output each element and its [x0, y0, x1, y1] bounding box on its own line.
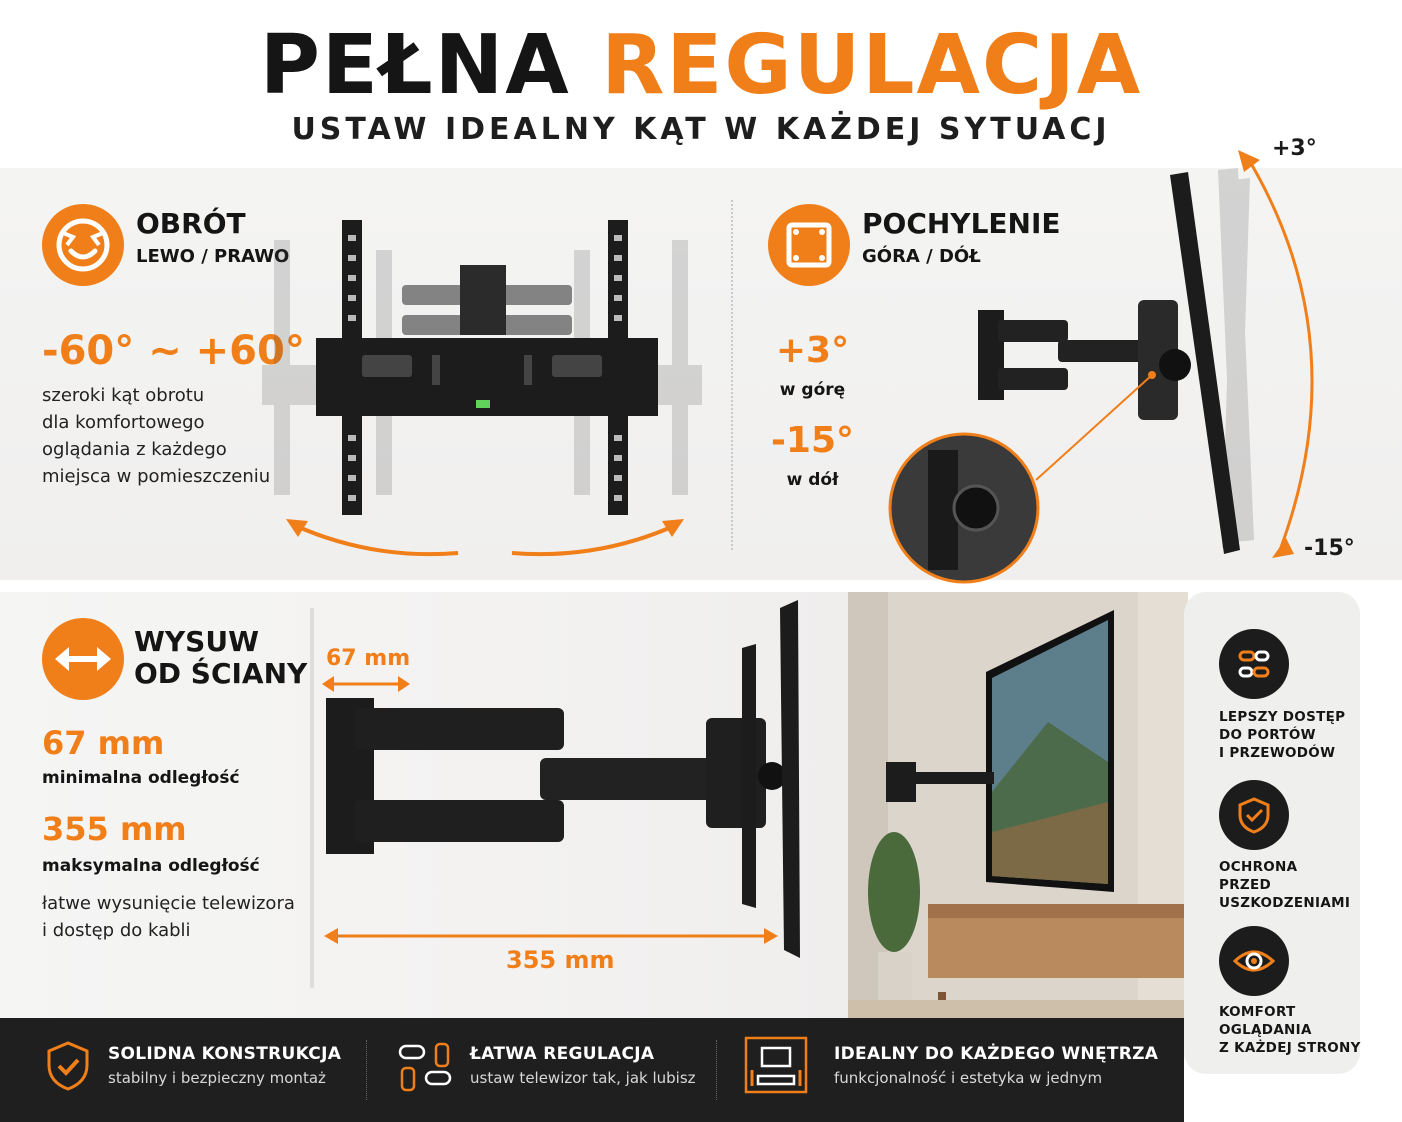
cables-icon — [1219, 629, 1289, 699]
side-feature-1 — [1219, 708, 1345, 762]
rotation-mount-image — [262, 215, 702, 575]
footer-divider — [366, 1040, 367, 1100]
side-feature-line: OGLĄDANIA — [1219, 1022, 1312, 1038]
title-part2: REGULACJA — [601, 18, 1143, 113]
side-feature-3 — [1219, 1003, 1361, 1057]
side-feature-line: Z KAŻDEJ STRONY — [1219, 1040, 1361, 1056]
tilt-arc-bottom: -15° — [1304, 536, 1355, 561]
rotation-desc-line: oglądania z każdego — [42, 439, 227, 460]
shield-check-icon — [1219, 780, 1289, 850]
rotate-icon — [42, 204, 124, 286]
side-feature-line: DO PORTÓW — [1219, 727, 1316, 743]
tilt-label: POCHYLENIE — [862, 207, 1061, 240]
footer-title-1: SOLIDNA KONSTRUKCJA — [108, 1044, 342, 1064]
shield-check-icon — [44, 1040, 92, 1096]
tilt-down-label: w dół — [786, 470, 839, 490]
side-feature-line: PRZED — [1219, 877, 1272, 893]
side-feature-line: LEPSZY DOSTĘP — [1219, 709, 1346, 725]
side-feature-line: I PRZEWODÓW — [1219, 745, 1336, 761]
rotation-range: -60° ~ +60° — [42, 328, 305, 374]
extension-desc-line: i dostęp do kabli — [42, 920, 191, 941]
extend-arrows-icon — [42, 618, 124, 700]
tilt-mount-image — [888, 150, 1402, 590]
footer-sub-2: ustaw telewizor tak, jak lubisz — [470, 1069, 696, 1087]
extension-max-label: maksymalna odległość — [42, 856, 260, 876]
footer-sub-1: stabilny i bezpieczny montaż — [108, 1069, 326, 1087]
tilt-down-value: -15° — [770, 420, 855, 461]
rotation-desc — [42, 382, 270, 490]
dimension-min-label: 67 mm — [326, 646, 411, 671]
footer-divider — [716, 1040, 717, 1100]
page-title — [0, 18, 1402, 114]
extension-min-label: minimalna odległość — [42, 768, 240, 788]
footer-title-2: ŁATWA REGULACJA — [470, 1044, 655, 1064]
side-feature-2 — [1219, 858, 1350, 912]
room-photo — [848, 592, 1188, 1018]
footer-title-3: IDEALNY DO KAŻDEGO WNĘTRZA — [834, 1044, 1159, 1064]
top-divider — [731, 200, 733, 550]
side-feature-line: USZKODZENIAMI — [1219, 895, 1351, 911]
extension-desc-line: łatwe wysunięcie telewizora — [42, 893, 295, 914]
tilt-up-label: w górę — [779, 380, 846, 400]
extension-label-2: OD ŚCIANY — [134, 657, 308, 690]
page-subtitle: USTAW IDEALNY KĄT W KAŻDEJ SYTUACJ — [291, 112, 1111, 147]
extension-min-value: 67 mm — [42, 724, 165, 762]
rotation-desc-line: szeroki kąt obrotu — [42, 385, 205, 406]
tilt-up-value: +3° — [775, 330, 850, 371]
rotation-desc-line: miejsca w pomieszczeniu — [42, 466, 271, 487]
rotation-label: OBRÓT — [136, 207, 246, 240]
tilt-icon — [768, 204, 850, 286]
living-room-icon — [744, 1036, 808, 1098]
extension-desc — [42, 890, 295, 944]
side-feature-line: KOMFORT — [1219, 1004, 1296, 1020]
extension-max-value: 355 mm — [42, 810, 187, 848]
rotation-sub: LEWO / PRAWO — [136, 246, 290, 267]
title-part1: PEŁNA — [259, 18, 571, 113]
extension-label-1: WYSUW — [134, 625, 259, 658]
side-feature-line: OCHRONA — [1219, 859, 1298, 875]
eye-icon — [1219, 926, 1289, 996]
tilt-sub: GÓRA / DÓŁ — [862, 246, 981, 267]
dimension-max-label: 355 mm — [506, 946, 615, 974]
rotation-desc-line: dla komfortowego — [42, 412, 205, 433]
adjust-icon — [396, 1040, 456, 1096]
footer-sub-3: funkcjonalność i estetyka w jednym — [834, 1069, 1103, 1087]
tilt-arc-top: +3° — [1272, 136, 1317, 161]
